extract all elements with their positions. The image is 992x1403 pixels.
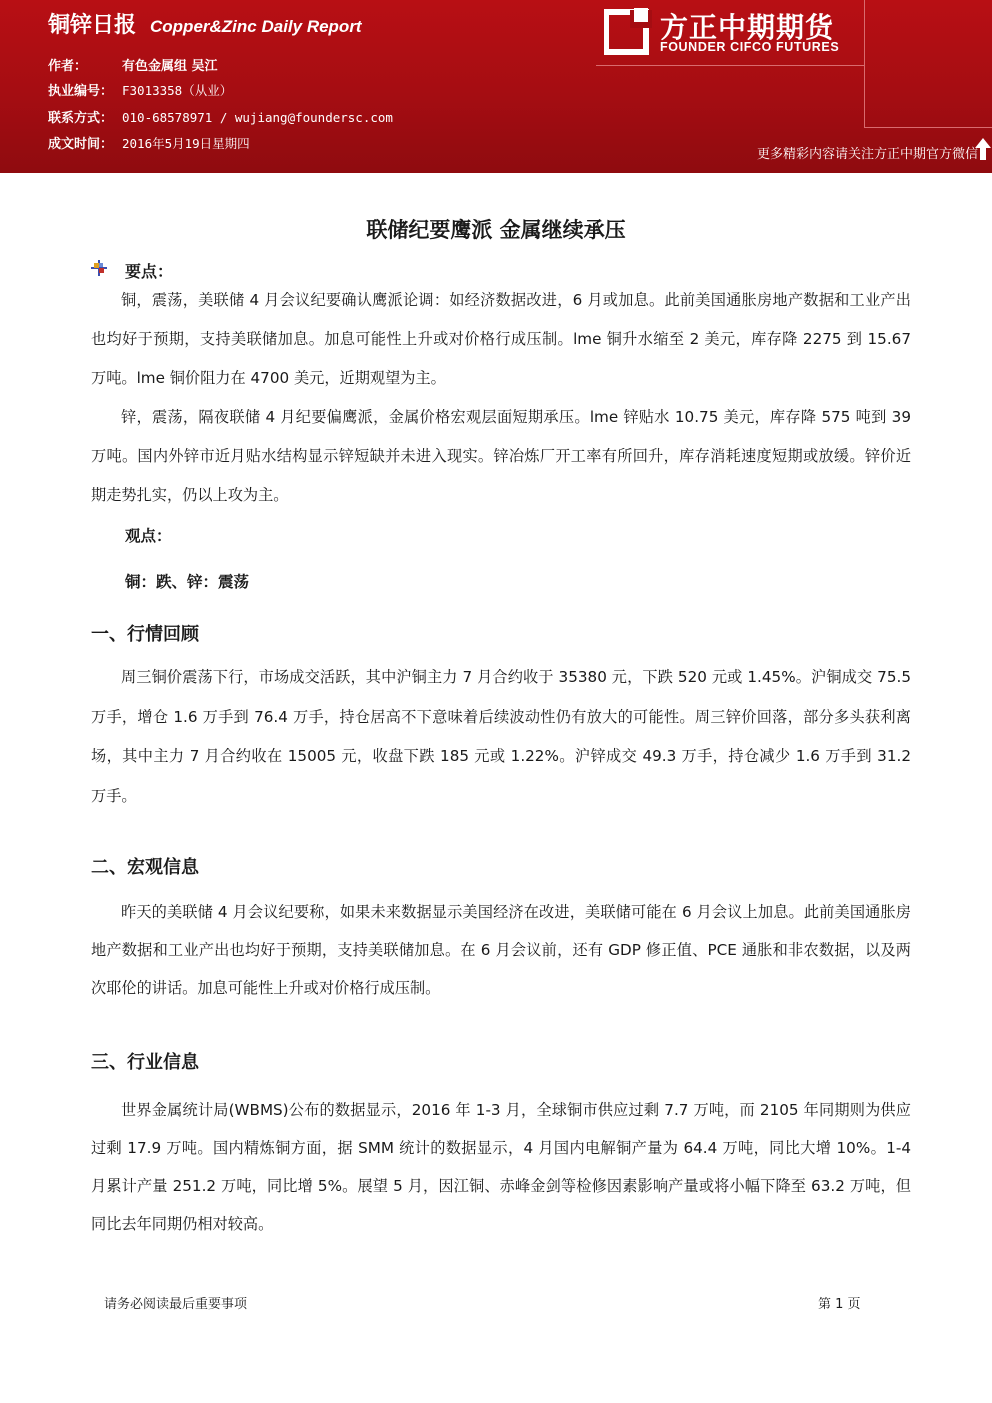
- section-text-market-review: 周三铜价震荡下行，市场成交活跃，其中沪铜主力 7 月合约收于 35380 元，下跌 520 元或 1.45%。沪铜成交 75.5 万手，增仓 1.6 万手到 76.4 万手，持仓居高不下意味着后续波动性仍有放大的可能性。周三锌价回落，部分多头获利离场，其中主力 7 月合约收在 15005 元，收盘下跌 185 元或 1.22%。沪锌成交 49.3 万手，持仓减少 1.6 万手到 31.2 万手。: [91, 668, 911, 805]
- key-point-copper: 铜，震荡，美联储 4 月会议纪要确认鹰派论调：如经济数据改进，6 月或加息。此前美国通胀房地产数据和工业产出也均好于预期，支持美联储加息。加息可能性上升或对价格行成压制。lme 铜升水缩至 2 美元，库存降 2275 到 15.67 万吨。lme 铜价阻力在 4700 美元，近期观望为主。: [91, 291, 911, 387]
- meta-value: 有色金属组 吴江: [122, 59, 218, 74]
- title-cn: 铜锌日报: [48, 13, 137, 38]
- logo-frame-corner: [864, 0, 992, 128]
- meta-date: [48, 133, 250, 152]
- title-en: Copper&Zinc Daily Report: [150, 17, 362, 36]
- meta-value: 010-68578971 / wujiang@foundersc.com: [122, 110, 393, 125]
- arrow-up-icon: [974, 137, 992, 161]
- report-header: [0, 0, 992, 173]
- meta-value: 2016年5月19日星期四: [122, 136, 250, 151]
- follow-wechat-text[interactable]: 更多精彩内容请关注方正中期官方微信: [756, 147, 978, 162]
- logo-text-en: FOUNDER CIFCO FUTURES: [660, 40, 840, 54]
- meta-contact: [48, 107, 393, 126]
- founder-logo-icon: [604, 8, 652, 56]
- meta-license: [48, 80, 232, 99]
- page-number: 第 1 页: [818, 1297, 861, 1312]
- meta-key: 联系方式：: [48, 111, 114, 126]
- view-text: 铜：跌、锌：震荡: [125, 573, 250, 591]
- section-heading-industry: 三、行业信息: [91, 1052, 199, 1073]
- meta-key: 作者：: [48, 59, 88, 74]
- section-heading-macro: 二、宏观信息: [91, 857, 199, 878]
- section-text-macro: 昨天的美联储 4 月会议纪要称，如果未来数据显示美国经济在改进，美联储可能在 6 月会议上加息。此前美国通胀房地产数据和工业产出也均好于预期，支持美联储加息。在 6 月会议前，还有 GDP 修正值、PCE 通胀和非农数据，以及两次耶伦的讲话。加息可能性上升或对价格行成压制。: [91, 903, 911, 997]
- meta-author: [48, 55, 218, 74]
- key-point-zinc: 锌，震荡，隔夜联储 4 月纪要偏鹰派，金属价格宏观层面短期承压。lme 锌贴水 10.75 美元，库存降 575 吨到 39 万吨。国内外锌市近月贴水结构显示锌短缺并未进入现实。锌冶炼厂开工率有所回升，库存消耗速度短期或放缓。锌价近期走势扎实，仍以上攻为主。: [91, 408, 911, 504]
- logo-text-cn: 方正中期期货: [660, 11, 835, 44]
- bullet-icon: [91, 260, 107, 276]
- meta-key: 执业编号：: [48, 84, 114, 99]
- meta-key: 成文时间：: [48, 137, 114, 152]
- meta-value: F3013358（从业）: [122, 83, 233, 98]
- section-text-industry: 世界金属统计局(WBMS)公布的数据显示，2016 年 1-3 月，全球铜市供应过剩 7.7 万吨，而 2105 年同期则为供应过剩 17.9 万吨。国内精炼铜方面，据 SMM 统计的数据显示，4 月国内电解铜产量为 64.4 万吨，同比大增 10%。1-4 月累计产量 251.2 万吨，同比增 5%。展望 5 月，因江铜、赤峰金剑等检修因素影响产量或将小幅下降至 63.2 万吨，但同比去年同期仍相对较高。: [91, 1101, 911, 1233]
- report-main-title: 联储纪要鹰派 金属继续承压: [366, 218, 626, 242]
- key-points-label: 要点：: [125, 262, 174, 281]
- footer-notice: 请务必阅读最后重要事项: [104, 1297, 248, 1312]
- report-title-banner: [48, 8, 362, 39]
- view-label: 观点：: [125, 527, 172, 545]
- section-heading-market-review: 一、行情回顾: [91, 624, 199, 645]
